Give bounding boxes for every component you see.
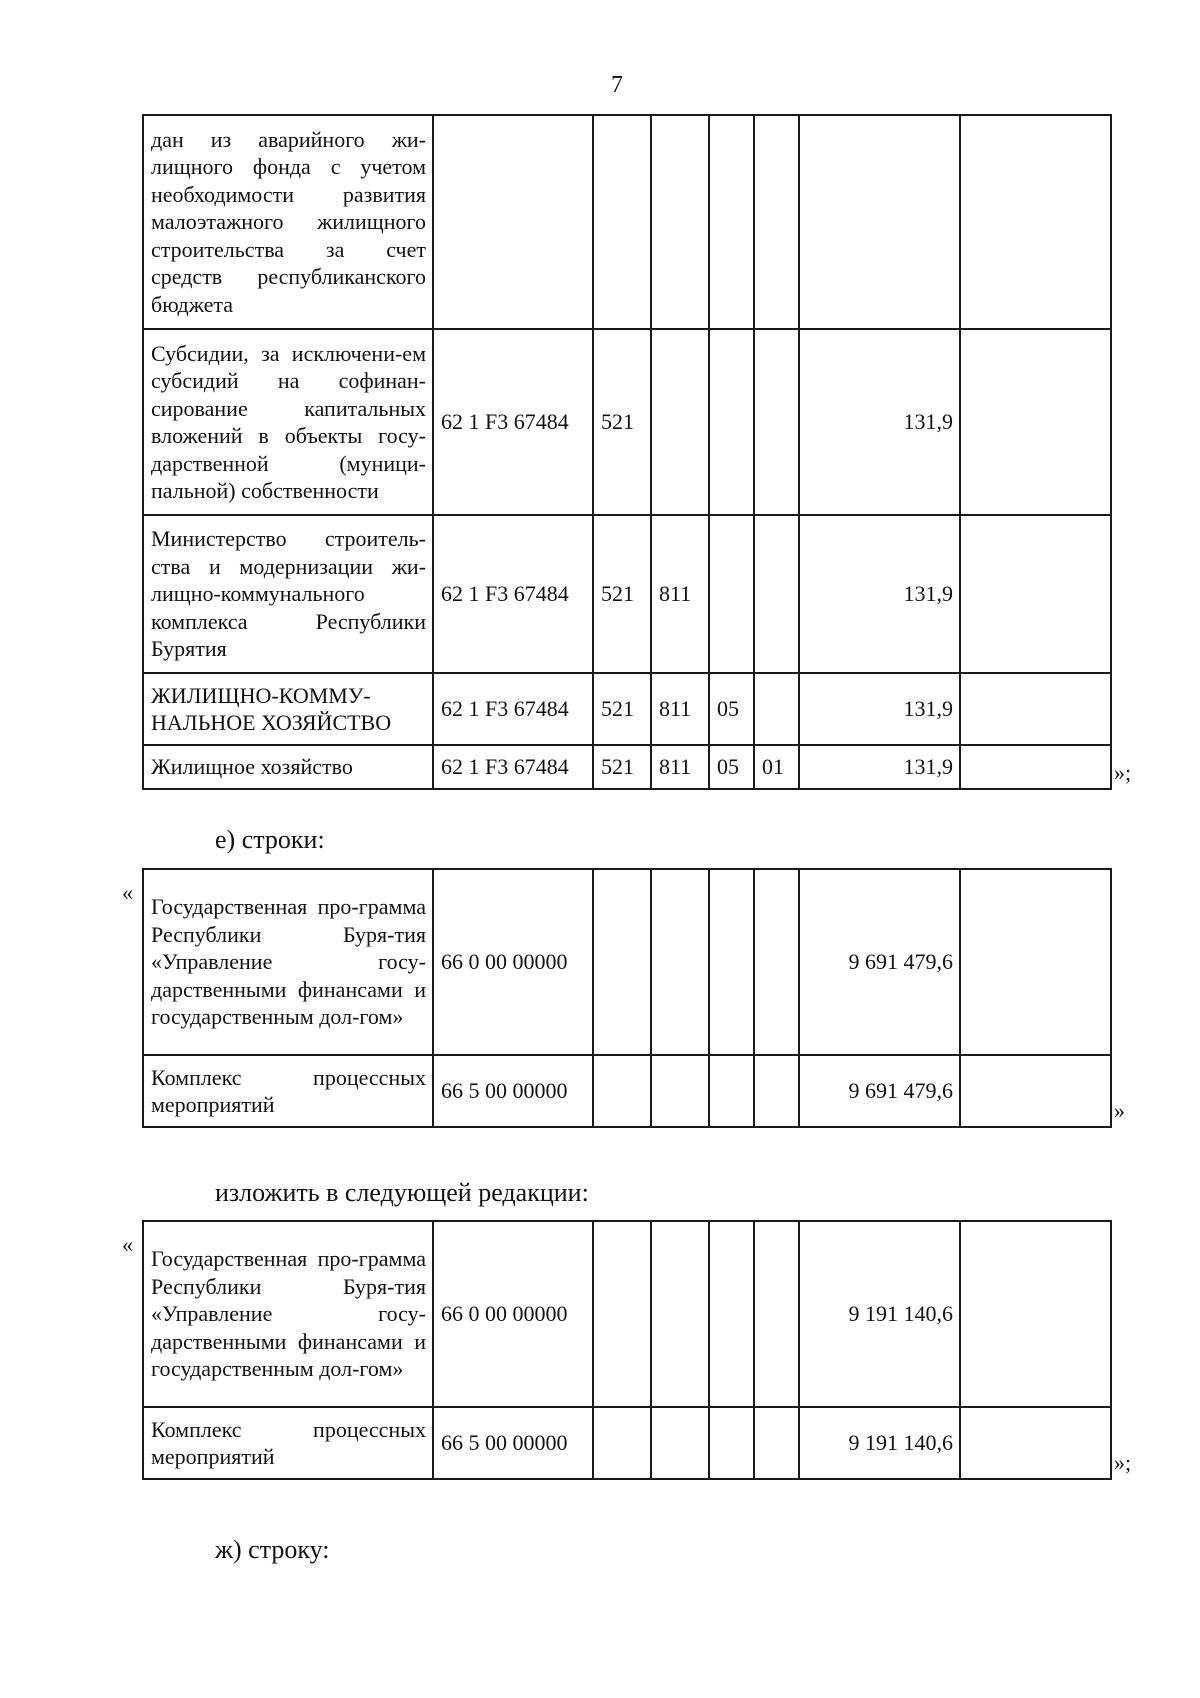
sum-cell: 9 191 140,6 (799, 1221, 960, 1407)
expense-type-cell: 521 (593, 515, 651, 673)
target-article-cell: 66 0 00 00000 (433, 869, 593, 1055)
budget-table-3 (142, 1220, 1112, 1480)
sum-cell: 9 191 140,6 (799, 1407, 960, 1479)
subsection-cell (754, 115, 799, 329)
table-row (143, 745, 1111, 789)
target-article-cell: 62 1 F3 67484 (433, 745, 593, 789)
grbs-cell (651, 329, 709, 515)
subsection-cell (754, 515, 799, 673)
expense-type-cell (593, 1055, 651, 1127)
heading-zh: ж) строку: (215, 1535, 330, 1564)
opening-quote: « (122, 1232, 133, 1257)
table-row (143, 1221, 1111, 1407)
sum-cell (799, 115, 960, 329)
section-cell (709, 1221, 754, 1407)
row-name: Комплекс процессных мероприятий (143, 1407, 433, 1479)
table-row (143, 869, 1111, 1055)
expense-type-cell (593, 115, 651, 329)
sum-cell: 9 691 479,6 (799, 869, 960, 1055)
target-article-cell: 62 1 F3 67484 (433, 515, 593, 673)
section-cell (709, 115, 754, 329)
row-name: Государственная про-грамма Республики Буря-тия «Управление госу-дарственными финансами и государственным дол-гом» (143, 1221, 433, 1407)
section-cell (709, 515, 754, 673)
extra-cell (960, 329, 1111, 515)
opening-quote: « (122, 880, 133, 905)
extra-cell (960, 1055, 1111, 1127)
subsection-cell (754, 673, 799, 745)
section-cell (709, 869, 754, 1055)
heading-edit: изложить в следующей редакции: (215, 1178, 589, 1207)
target-article-cell: 62 1 F3 67484 (433, 329, 593, 515)
sum-cell: 131,9 (799, 673, 960, 745)
table-row (143, 515, 1111, 673)
section-cell (709, 1055, 754, 1127)
section-cell: 05 (709, 673, 754, 745)
grbs-cell: 811 (651, 745, 709, 789)
target-article-cell: 66 5 00 00000 (433, 1407, 593, 1479)
expense-type-cell: 521 (593, 329, 651, 515)
expense-type-cell: 521 (593, 673, 651, 745)
table-row (143, 1407, 1111, 1479)
target-article-cell: 66 0 00 00000 (433, 1221, 593, 1407)
subsection-cell (754, 1221, 799, 1407)
grbs-cell (651, 115, 709, 329)
extra-cell (960, 1407, 1111, 1479)
section-cell: 05 (709, 745, 754, 789)
page-number: 7 (611, 72, 623, 98)
extra-cell (960, 869, 1111, 1055)
sum-cell: 131,9 (799, 329, 960, 515)
grbs-cell (651, 1407, 709, 1479)
row-name: Жилищное хозяйство (143, 745, 433, 789)
grbs-cell (651, 1055, 709, 1127)
budget-table-1 (142, 114, 1112, 790)
budget-table-2 (142, 868, 1112, 1128)
sum-cell: 131,9 (799, 745, 960, 789)
heading-e: е) строки: (215, 825, 325, 854)
closing-quote: » (1114, 1098, 1125, 1123)
row-name: ЖИЛИЩНО-КОММУ-НАЛЬНОЕ ХОЗЯЙСТВО (143, 673, 433, 745)
grbs-cell (651, 1221, 709, 1407)
subsection-cell (754, 1055, 799, 1127)
target-article-cell: 62 1 F3 67484 (433, 673, 593, 745)
extra-cell (960, 745, 1111, 789)
extra-cell (960, 515, 1111, 673)
row-name: Субсидии, за исключени-ем субсидий на софинан-сирование капитальных вложений в объекты госу-дарственной (муници-пальной) собственности (143, 329, 433, 515)
row-name: Государственная про-грамма Республики Буря-тия «Управление госу-дарственными финансами и государственным дол-гом» (143, 869, 433, 1055)
expense-type-cell (593, 1221, 651, 1407)
row-name: Комплекс процессных мероприятий (143, 1055, 433, 1127)
extra-cell (960, 673, 1111, 745)
section-cell (709, 1407, 754, 1479)
closing-quote: »; (1114, 760, 1132, 785)
target-article-cell: 66 5 00 00000 (433, 1055, 593, 1127)
row-name: дан из аварийного жи-лищного фонда с учетом необходимости развития малоэтажного жилищного строительства за счет средств республиканского бюджета (143, 115, 433, 329)
sum-cell: 131,9 (799, 515, 960, 673)
subsection-cell: 01 (754, 745, 799, 789)
subsection-cell (754, 869, 799, 1055)
closing-quote: »; (1114, 1450, 1132, 1475)
expense-type-cell (593, 869, 651, 1055)
grbs-cell (651, 869, 709, 1055)
section-cell (709, 329, 754, 515)
extra-cell (960, 1221, 1111, 1407)
subsection-cell (754, 1407, 799, 1479)
table-row (143, 329, 1111, 515)
subsection-cell (754, 329, 799, 515)
grbs-cell: 811 (651, 673, 709, 745)
expense-type-cell (593, 1407, 651, 1479)
extra-cell (960, 115, 1111, 329)
row-name: Министерство строитель-ства и модернизации жи-лищно-коммунального комплекса Республики Бурятия (143, 515, 433, 673)
target-article-cell (433, 115, 593, 329)
expense-type-cell: 521 (593, 745, 651, 789)
table-row (143, 673, 1111, 745)
grbs-cell: 811 (651, 515, 709, 673)
sum-cell: 9 691 479,6 (799, 1055, 960, 1127)
table-row (143, 115, 1111, 329)
table-row (143, 1055, 1111, 1127)
